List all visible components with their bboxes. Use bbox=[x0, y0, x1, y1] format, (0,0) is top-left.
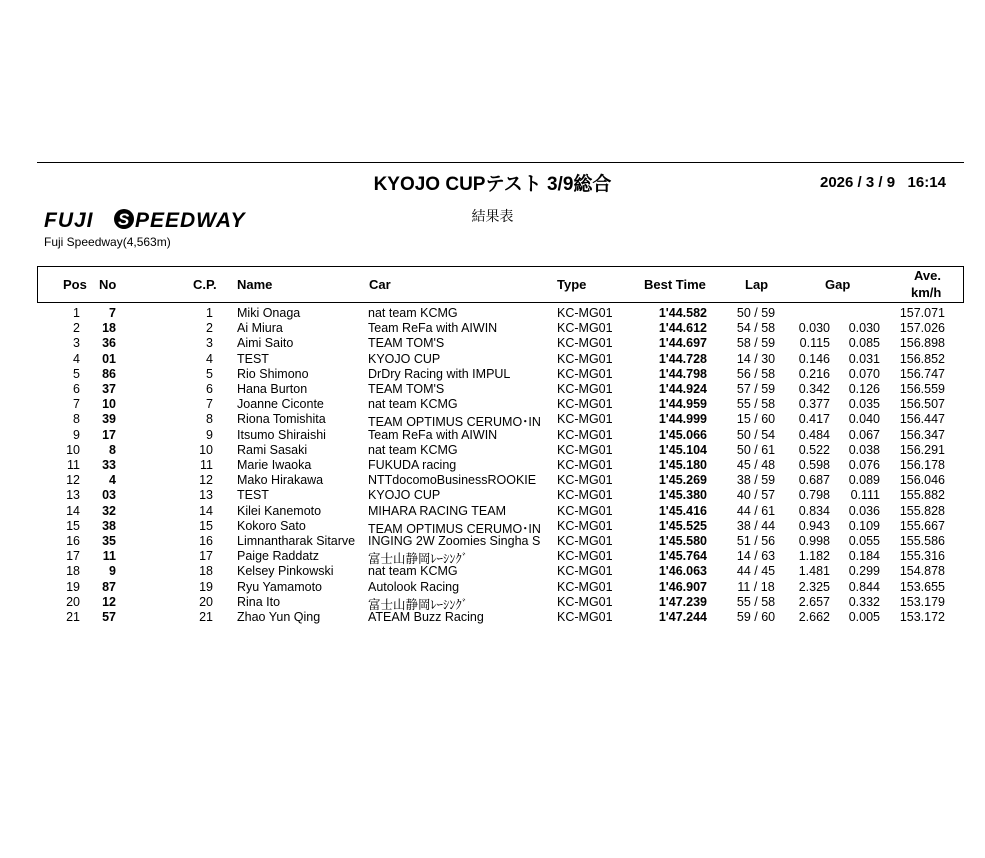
cell-lap: 51 / 56 bbox=[736, 534, 776, 548]
cell-gap1: 2.662 bbox=[798, 610, 830, 624]
cell-name: TEST bbox=[237, 488, 269, 503]
cell-no: 39 bbox=[102, 412, 116, 427]
table-row bbox=[0, 321, 985, 336]
cell-best: 1'45.066 bbox=[658, 427, 707, 442]
cell-no: 7 bbox=[109, 306, 116, 320]
cell-no: 57 bbox=[102, 610, 116, 624]
cell-lap: 55 / 58 bbox=[736, 397, 776, 412]
cell-ave: 153.172 bbox=[899, 610, 945, 624]
cell-type: KC-MG01 bbox=[557, 412, 613, 427]
col-best-time: Best Time bbox=[644, 277, 706, 292]
cell-pos: 3 bbox=[73, 336, 80, 351]
cell-pos: 12 bbox=[66, 473, 80, 488]
cell-best: 1'45.104 bbox=[658, 442, 707, 457]
table-row bbox=[0, 534, 985, 549]
cell-pos: 21 bbox=[66, 610, 80, 624]
cell-car: INGING 2W Zoomies Singha S bbox=[368, 534, 541, 548]
cell-no: 87 bbox=[102, 579, 116, 594]
cell-ave: 153.655 bbox=[899, 579, 945, 594]
cell-ave: 157.026 bbox=[899, 321, 945, 336]
cell-name: Aimi Saito bbox=[237, 336, 294, 351]
title-rule bbox=[37, 162, 964, 163]
cell-best: 1'44.959 bbox=[658, 397, 707, 412]
cell-ave: 156.347 bbox=[899, 427, 945, 442]
cell-gap1: 0.342 bbox=[798, 382, 830, 396]
cell-no: 01 bbox=[102, 351, 116, 366]
cell-pos: 19 bbox=[66, 579, 80, 594]
page-title: KYOJO CUPテスト 3/9総合 bbox=[373, 174, 612, 195]
cell-pos: 18 bbox=[66, 564, 80, 579]
cell-gap2: 0.111 bbox=[850, 488, 880, 503]
cell-best: 1'45.269 bbox=[658, 473, 707, 488]
cell-lap: 38 / 59 bbox=[736, 473, 776, 488]
cell-gap1: 0.115 bbox=[799, 336, 830, 351]
table-row bbox=[0, 580, 985, 595]
cell-pos: 2 bbox=[73, 321, 80, 336]
cell-ave: 155.882 bbox=[899, 488, 945, 503]
cell-cp: 16 bbox=[199, 534, 213, 548]
col-gap: Gap bbox=[825, 277, 851, 292]
cell-name: Mako Hirakawa bbox=[237, 473, 324, 488]
cell-car: Autolook Racing bbox=[368, 579, 460, 594]
table-row bbox=[0, 443, 985, 458]
col-name: Name bbox=[237, 277, 273, 292]
table-row bbox=[0, 473, 985, 488]
cell-gap2: 0.126 bbox=[848, 382, 880, 396]
cell-car: TEAM OPTIMUS CERUMO･IN bbox=[368, 521, 541, 536]
cell-name: Rami Sasaki bbox=[237, 442, 308, 457]
cell-name: Marie Iwaoka bbox=[237, 458, 312, 472]
cell-gap1: 0.522 bbox=[798, 442, 830, 457]
table-row bbox=[0, 519, 985, 534]
cell-lap: 50 / 61 bbox=[736, 442, 776, 457]
cell-pos: 16 bbox=[66, 534, 80, 548]
cell-ave: 156.178 bbox=[899, 458, 945, 472]
cell-no: 9 bbox=[109, 564, 116, 579]
cell-cp: 3 bbox=[206, 336, 213, 351]
cell-gap2: 0.076 bbox=[848, 458, 880, 472]
cell-best: 1'44.582 bbox=[658, 306, 707, 320]
cell-best: 1'45.764 bbox=[658, 549, 707, 564]
cell-best: 1'46.907 bbox=[658, 579, 707, 594]
table-row bbox=[0, 610, 985, 625]
cell-gap1: 1.481 bbox=[798, 564, 830, 579]
cell-ave: 155.586 bbox=[899, 534, 945, 548]
cell-ave: 155.316 bbox=[899, 549, 945, 564]
col-ave-unit: km/h bbox=[911, 285, 942, 300]
cell-name: Paige Raddatz bbox=[237, 549, 320, 564]
cell-gap1: 2.657 bbox=[798, 594, 830, 609]
cell-gap1: 0.798 bbox=[798, 488, 830, 503]
col-car: Car bbox=[369, 277, 391, 292]
cell-no: 11 bbox=[102, 549, 116, 564]
cell-type: KC-MG01 bbox=[557, 336, 613, 351]
cell-name: Rina Ito bbox=[237, 594, 281, 609]
cell-gap2: 0.109 bbox=[848, 518, 880, 533]
table-row bbox=[0, 367, 985, 382]
table-row bbox=[0, 306, 985, 321]
cell-name: Rio Shimono bbox=[237, 366, 309, 381]
table-row bbox=[0, 336, 985, 351]
cell-ave: 156.507 bbox=[899, 397, 945, 412]
cell-cp: 7 bbox=[206, 397, 213, 412]
cell-gap2: 0.005 bbox=[848, 610, 880, 624]
cell-no: 32 bbox=[102, 503, 116, 518]
cell-gap2: 0.844 bbox=[848, 579, 880, 594]
cell-gap1: 1.182 bbox=[798, 549, 830, 564]
cell-best: 1'44.924 bbox=[658, 382, 707, 396]
cell-type: KC-MG01 bbox=[557, 594, 613, 609]
cell-gap2: 0.184 bbox=[848, 549, 880, 564]
col-lap: Lap bbox=[745, 277, 769, 292]
cell-name: Itsumo Shiraishi bbox=[237, 427, 326, 442]
cell-no: 4 bbox=[109, 473, 116, 488]
cell-no: 18 bbox=[102, 321, 116, 336]
cell-cp: 6 bbox=[206, 382, 213, 396]
cell-car: KYOJO CUP bbox=[368, 351, 441, 366]
cell-gap2: 0.067 bbox=[848, 427, 880, 442]
cell-cp: 4 bbox=[206, 351, 213, 366]
cell-lap: 59 / 60 bbox=[736, 610, 776, 624]
page-subtitle: 結果表 bbox=[471, 208, 514, 224]
cell-pos: 20 bbox=[66, 594, 80, 609]
table-header bbox=[37, 266, 964, 303]
cell-gap1: 0.216 bbox=[798, 366, 830, 381]
cell-car: nat team KCMG bbox=[368, 564, 458, 579]
cell-pos: 13 bbox=[66, 488, 80, 503]
cell-type: KC-MG01 bbox=[557, 473, 613, 488]
cell-cp: 14 bbox=[199, 503, 213, 518]
cell-type: KC-MG01 bbox=[557, 458, 613, 472]
cell-car: Team ReFa with AIWIN bbox=[368, 321, 498, 336]
cell-cp: 5 bbox=[206, 366, 213, 381]
table-row bbox=[0, 397, 985, 412]
cell-gap1: 0.146 bbox=[798, 351, 830, 366]
cell-best: 1'44.728 bbox=[658, 351, 707, 366]
cell-pos: 17 bbox=[66, 549, 80, 564]
col-pos: Pos bbox=[63, 277, 87, 292]
cell-name: Limnantharak Sitarve bbox=[237, 534, 356, 548]
cell-gap1: 0.687 bbox=[798, 473, 830, 488]
table-row bbox=[0, 428, 985, 443]
cell-lap: 55 / 58 bbox=[736, 594, 776, 609]
cell-best: 1'44.697 bbox=[658, 336, 707, 351]
cell-cp: 15 bbox=[199, 518, 213, 533]
cell-type: KC-MG01 bbox=[557, 534, 613, 548]
cell-lap: 44 / 45 bbox=[736, 564, 776, 579]
cell-cp: 2 bbox=[206, 321, 213, 336]
cell-cp: 21 bbox=[199, 610, 213, 624]
cell-car: TEAM TOM'S bbox=[368, 336, 445, 351]
cell-pos: 8 bbox=[73, 412, 80, 427]
cell-type: KC-MG01 bbox=[557, 503, 613, 518]
cell-car: nat team KCMG bbox=[368, 306, 458, 320]
cell-name: Joanne Ciconte bbox=[237, 397, 324, 412]
col-no: No bbox=[99, 277, 117, 292]
cell-no: 86 bbox=[102, 366, 116, 381]
cell-pos: 11 bbox=[67, 458, 80, 472]
cell-gap2: 0.332 bbox=[848, 594, 880, 609]
cell-gap1: 0.598 bbox=[798, 458, 830, 472]
cell-type: KC-MG01 bbox=[557, 564, 613, 579]
cell-gap2: 0.040 bbox=[848, 412, 880, 427]
cell-gap1: 0.834 bbox=[798, 503, 830, 518]
table-row bbox=[0, 382, 985, 397]
cell-lap: 54 / 58 bbox=[736, 321, 776, 336]
cell-no: 36 bbox=[102, 336, 116, 351]
cell-best: 1'46.063 bbox=[658, 564, 707, 579]
cell-type: KC-MG01 bbox=[557, 427, 613, 442]
cell-cp: 18 bbox=[199, 564, 213, 579]
cell-type: KC-MG01 bbox=[557, 306, 613, 320]
cell-name: Kilei Kanemoto bbox=[237, 503, 322, 518]
cell-best: 1'45.416 bbox=[658, 503, 707, 518]
cell-pos: 15 bbox=[66, 518, 80, 533]
cell-name: TEST bbox=[237, 351, 269, 366]
cell-no: 33 bbox=[102, 458, 116, 472]
cell-lap: 40 / 57 bbox=[736, 488, 776, 503]
cell-name: Hana Burton bbox=[237, 382, 308, 396]
cell-gap2: 0.036 bbox=[848, 503, 880, 518]
cell-cp: 19 bbox=[199, 579, 213, 594]
cell-best: 1'44.999 bbox=[658, 412, 707, 427]
cell-lap: 14 / 63 bbox=[736, 549, 776, 564]
cell-lap: 15 / 60 bbox=[736, 412, 776, 427]
cell-cp: 17 bbox=[199, 549, 213, 564]
cell-ave: 155.667 bbox=[899, 518, 945, 533]
cell-ave: 153.179 bbox=[899, 594, 945, 609]
cell-name: Kelsey Pinkowski bbox=[237, 564, 334, 579]
cell-gap2: 0.085 bbox=[848, 336, 880, 351]
cell-cp: 13 bbox=[199, 488, 213, 503]
cell-ave: 156.291 bbox=[899, 442, 945, 457]
cell-type: KC-MG01 bbox=[557, 397, 613, 412]
cell-gap2: 0.089 bbox=[848, 473, 880, 488]
cell-lap: 44 / 61 bbox=[736, 503, 776, 518]
cell-gap1: 0.998 bbox=[798, 534, 830, 548]
cell-pos: 5 bbox=[73, 366, 80, 381]
cell-name: Ai Miura bbox=[237, 321, 283, 336]
cell-best: 1'44.612 bbox=[658, 321, 707, 336]
table-row bbox=[0, 458, 985, 473]
cell-lap: 11 / 18 bbox=[737, 579, 775, 594]
cell-gap2: 0.031 bbox=[848, 351, 880, 366]
cell-pos: 1 bbox=[73, 306, 80, 320]
cell-gap1: 2.325 bbox=[798, 579, 830, 594]
col-ave: Ave. bbox=[914, 268, 941, 283]
report-datetime: 2026 / 3 / 9 16:14 bbox=[820, 174, 946, 191]
cell-cp: 1 bbox=[206, 306, 213, 320]
cell-no: 03 bbox=[102, 488, 116, 503]
cell-cp: 20 bbox=[199, 594, 213, 609]
table-row bbox=[0, 352, 985, 367]
cell-ave: 156.559 bbox=[899, 382, 945, 396]
cell-car: MIHARA RACING TEAM bbox=[368, 503, 506, 518]
cell-type: KC-MG01 bbox=[557, 442, 613, 457]
cell-gap2: 0.055 bbox=[848, 534, 880, 548]
cell-pos: 7 bbox=[73, 397, 80, 412]
cell-best: 1'47.239 bbox=[658, 594, 707, 609]
cell-ave: 155.828 bbox=[899, 503, 945, 518]
cell-pos: 9 bbox=[73, 427, 80, 442]
cell-car: nat team KCMG bbox=[368, 397, 458, 412]
cell-type: KC-MG01 bbox=[557, 579, 613, 594]
cell-type: KC-MG01 bbox=[557, 382, 613, 396]
cell-name: Miki Onaga bbox=[237, 306, 301, 320]
table-row bbox=[0, 549, 985, 567]
cell-gap1: 0.377 bbox=[798, 397, 830, 412]
cell-name: Zhao Yun Qing bbox=[237, 610, 321, 624]
cell-ave: 156.747 bbox=[899, 366, 945, 381]
svg-text:S: S bbox=[118, 210, 130, 229]
cell-car: 富士山静岡ﾚｰｼﾝｸﾞ bbox=[368, 552, 469, 567]
cell-cp: 12 bbox=[199, 473, 213, 488]
cell-car: FUKUDA racing bbox=[368, 458, 457, 472]
cell-car: KYOJO CUP bbox=[368, 488, 441, 503]
svg-text:FUJI: FUJI bbox=[44, 209, 94, 232]
fuji-speedway-logo bbox=[44, 207, 284, 233]
cell-pos: 6 bbox=[73, 382, 80, 396]
cell-gap1: 0.417 bbox=[798, 412, 830, 427]
cell-best: 1'45.580 bbox=[658, 534, 707, 548]
table-row bbox=[0, 564, 985, 579]
cell-ave: 157.071 bbox=[899, 306, 945, 320]
col-type: Type bbox=[557, 277, 587, 292]
cell-type: KC-MG01 bbox=[557, 366, 613, 381]
col-cp: C.P. bbox=[193, 277, 217, 292]
cell-lap: 57 / 59 bbox=[736, 382, 776, 396]
cell-ave: 154.878 bbox=[899, 564, 945, 579]
cell-lap: 50 / 59 bbox=[736, 306, 776, 320]
cell-lap: 14 / 30 bbox=[736, 351, 776, 366]
cell-lap: 56 / 58 bbox=[736, 366, 776, 381]
cell-car: TEAM OPTIMUS CERUMO･IN bbox=[368, 415, 541, 430]
cell-lap: 58 / 59 bbox=[736, 336, 776, 351]
circuit-info: Fuji Speedway(4,563m) bbox=[44, 235, 171, 249]
cell-type: KC-MG01 bbox=[557, 518, 613, 533]
cell-cp: 8 bbox=[206, 412, 213, 427]
cell-car: TEAM TOM'S bbox=[368, 382, 445, 396]
cell-no: 8 bbox=[109, 442, 116, 457]
cell-type: KC-MG01 bbox=[557, 610, 613, 624]
table-row bbox=[0, 412, 985, 430]
cell-type: KC-MG01 bbox=[557, 549, 613, 564]
cell-gap2: 0.299 bbox=[848, 564, 880, 579]
cell-lap: 45 / 48 bbox=[736, 458, 776, 472]
cell-best: 1'45.380 bbox=[658, 488, 707, 503]
cell-gap1: 0.484 bbox=[798, 427, 830, 442]
cell-pos: 4 bbox=[73, 351, 80, 366]
cell-no: 17 bbox=[102, 427, 116, 442]
cell-ave: 156.046 bbox=[899, 473, 945, 488]
cell-gap2: 0.038 bbox=[848, 442, 880, 457]
cell-gap2: 0.035 bbox=[848, 397, 880, 412]
cell-car: 富士山静岡ﾚｰｼﾝｸﾞ bbox=[368, 597, 469, 612]
cell-car: nat team KCMG bbox=[368, 442, 458, 457]
cell-name: Kokoro Sato bbox=[237, 518, 306, 533]
cell-pos: 14 bbox=[66, 503, 80, 518]
cell-car: Team ReFa with AIWIN bbox=[368, 427, 498, 442]
cell-gap2: 0.070 bbox=[848, 366, 880, 381]
cell-name: Riona Tomishita bbox=[237, 412, 326, 427]
cell-no: 38 bbox=[102, 518, 116, 533]
cell-cp: 10 bbox=[199, 442, 213, 457]
cell-gap1: 0.943 bbox=[798, 518, 830, 533]
table-row bbox=[0, 504, 985, 519]
cell-car: ATEAM Buzz Racing bbox=[368, 610, 484, 624]
cell-best: 1'44.798 bbox=[658, 366, 707, 381]
table-row bbox=[0, 488, 985, 503]
cell-no: 37 bbox=[102, 382, 116, 396]
cell-lap: 50 / 54 bbox=[736, 427, 776, 442]
cell-no: 35 bbox=[102, 534, 116, 548]
cell-type: KC-MG01 bbox=[557, 351, 613, 366]
cell-best: 1'45.525 bbox=[658, 518, 707, 533]
cell-car: DrDry Racing with IMPUL bbox=[368, 366, 511, 381]
cell-ave: 156.447 bbox=[899, 412, 945, 427]
cell-gap1: 0.030 bbox=[798, 321, 830, 336]
cell-type: KC-MG01 bbox=[557, 321, 613, 336]
cell-no: 10 bbox=[102, 397, 116, 412]
svg-text:PEEDWAY: PEEDWAY bbox=[135, 209, 246, 232]
cell-gap2: 0.030 bbox=[848, 321, 880, 336]
cell-no: 12 bbox=[102, 594, 116, 609]
cell-lap: 38 / 44 bbox=[736, 518, 776, 533]
cell-car: NTTdocomoBusinessROOKIE bbox=[368, 473, 537, 488]
cell-name: Ryu Yamamoto bbox=[237, 579, 322, 594]
cell-best: 1'45.180 bbox=[658, 458, 707, 472]
cell-best: 1'47.244 bbox=[658, 610, 707, 624]
cell-type: KC-MG01 bbox=[557, 488, 613, 503]
table-row bbox=[0, 595, 985, 610]
cell-cp: 9 bbox=[206, 427, 213, 442]
cell-ave: 156.898 bbox=[899, 336, 945, 351]
cell-ave: 156.852 bbox=[899, 351, 945, 366]
cell-pos: 10 bbox=[66, 442, 80, 457]
cell-cp: 11 bbox=[200, 458, 213, 472]
